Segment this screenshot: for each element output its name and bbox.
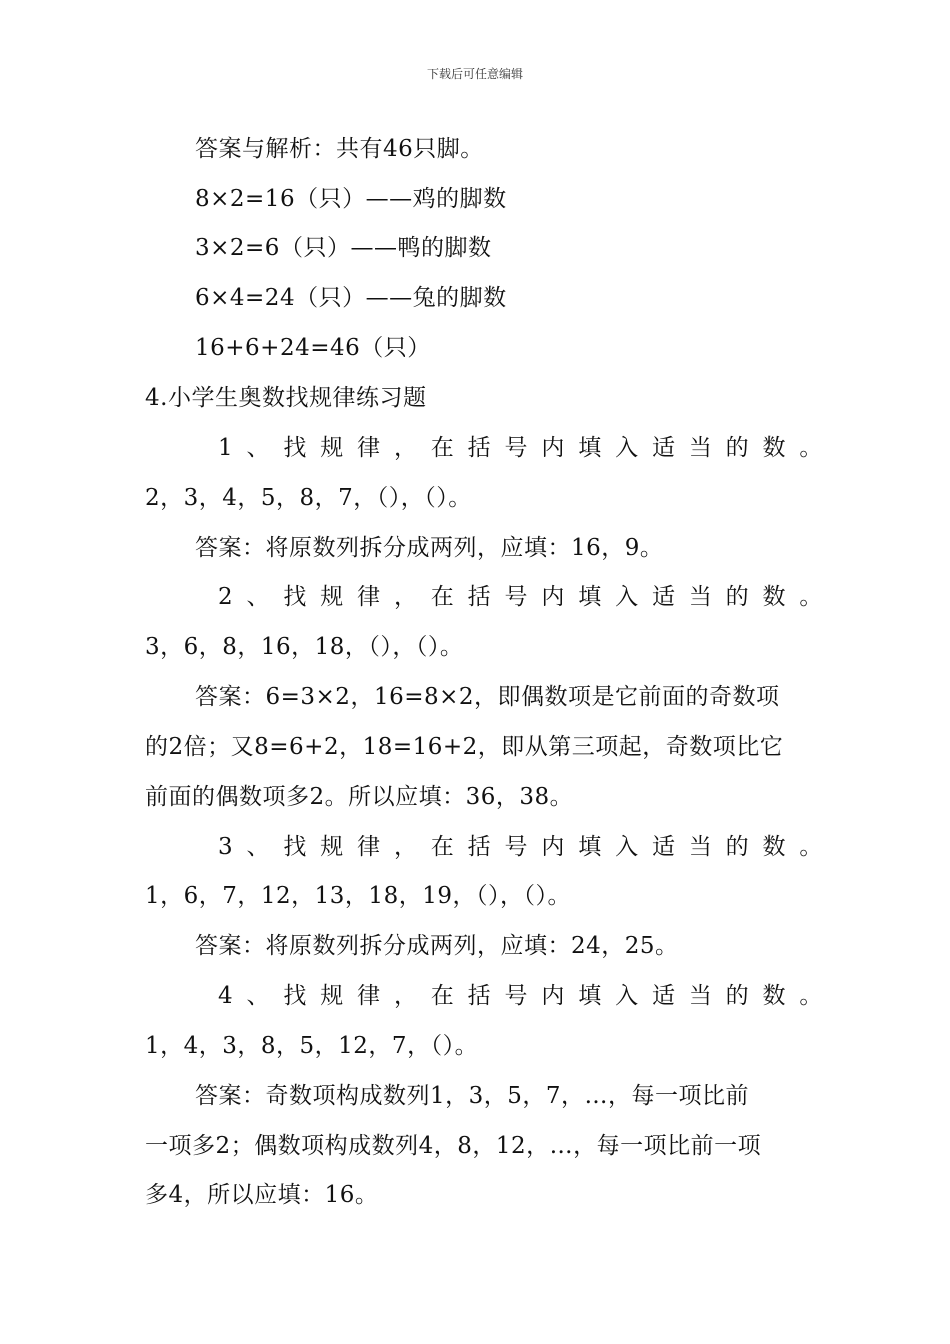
question-char: 规 [320,983,344,1009]
question-2 [218,582,823,612]
question-char: 数 [762,834,787,860]
calc-total: 16+6+24=46（只） [195,335,431,361]
calc-chicken: 8×2=16（只）——鸡的脚数 [195,186,507,212]
section-heading: 4.小学生奥数找规律练习题 [145,385,427,411]
page-header: 下载后可任意编辑 [426,67,523,81]
question-char: 括 [467,435,492,461]
question-char: 。 [799,834,823,860]
question-char: 号 [504,435,529,461]
question-char: 括 [467,983,492,1009]
question-char: 入 [615,983,639,1009]
question-char: 找 [283,834,307,860]
question-char: 在 [430,584,455,610]
answer-2-line-1: 答案：6=3×2，16=8×2，即偶数项是它前面的奇数项 [195,684,780,710]
question-3 [218,832,823,862]
question-char: 律 [357,983,381,1009]
question-char: 。 [799,435,823,461]
question-char: 括 [467,584,492,610]
question-char: 2 [218,584,234,610]
question-char: 在 [430,983,455,1009]
question-char: 号 [504,983,529,1009]
sequence-1: 2，3，4，5，8，7，（），（）。 [145,485,472,511]
question-char: 入 [615,435,639,461]
question-char: 数 [762,983,787,1009]
question-char: 填 [578,435,602,461]
question-char: 、 [246,834,270,860]
question-char: 当 [688,584,713,610]
question-char: 3 [218,834,234,860]
question-char: 、 [246,983,270,1009]
question-char: 在 [430,834,455,860]
question-4 [218,981,823,1011]
question-char: 内 [541,983,565,1009]
question-char: 填 [578,983,602,1009]
question-char: 规 [320,834,344,860]
question-char: 号 [504,584,529,610]
answer-2-line-2: 的2倍；又8=6+2，18=16+2，即从第三项起，奇数项比它 [145,734,784,760]
question-char: 、 [246,584,270,610]
question-char: 律 [357,834,381,860]
question-char: 内 [541,584,565,610]
question-char: 。 [799,983,823,1009]
answer-4-line-3: 多4，所以应填：16。 [145,1182,379,1208]
sequence-4: 1，4，3，8，5，12，7，（）。 [145,1033,479,1059]
question-char: 数 [762,584,787,610]
answer-2-line-3: 前面的偶数项多2。所以应填：36，38。 [145,784,574,810]
question-char: 、 [246,435,270,461]
question-char: 在 [430,435,455,461]
question-char: 规 [320,435,344,461]
sequence-2: 3，6，8，16，18，（），（）。 [145,634,464,660]
question-char: 适 [651,983,676,1009]
answer-4-line-2: 一项多2；偶数项构成数列4，8，12，…，每一项比前一项 [145,1133,762,1159]
question-char: 的 [725,983,750,1009]
question-char: 内 [541,834,565,860]
question-char: 。 [799,584,823,610]
question-char: 律 [357,584,381,610]
question-char: 的 [725,435,750,461]
question-char: 入 [615,584,639,610]
answer-3: 答案：将原数列拆分成两列，应填：24，25。 [195,933,679,959]
question-char: 当 [688,435,713,461]
question-char: 当 [688,983,713,1009]
question-char: 4 [218,983,234,1009]
question-char: 找 [283,435,307,461]
question-char: ， [393,983,418,1009]
sequence-3: 1，6，7，12，13，18，19，（），（）。 [145,883,571,909]
answer-1: 答案：将原数列拆分成两列，应填：16，9。 [195,535,664,561]
question-char: 规 [320,584,344,610]
question-char: 数 [762,435,787,461]
question-char: 找 [283,983,307,1009]
question-char: 的 [725,584,750,610]
question-char: ， [393,584,418,610]
question-char: 律 [357,435,381,461]
question-char: 号 [504,834,529,860]
question-char: 适 [651,584,676,610]
question-1 [218,433,823,463]
question-char: 适 [651,435,676,461]
calc-duck: 3×2=6（只）——鸭的脚数 [195,235,492,261]
answer-intro: 答案与解析：共有46只脚。 [195,136,484,162]
question-char: 入 [615,834,639,860]
question-char: ， [393,834,418,860]
question-char: 找 [283,584,307,610]
answer-4-line-1: 答案：奇数项构成数列1，3，5，7，…，每一项比前 [195,1083,750,1109]
question-char: 的 [725,834,750,860]
question-char: 1 [218,435,234,461]
question-char: 适 [651,834,676,860]
question-char: 内 [541,435,565,461]
question-char: 括 [467,834,492,860]
question-char: ， [393,435,418,461]
calc-rabbit: 6×4=24（只）——兔的脚数 [195,285,507,311]
question-char: 当 [688,834,713,860]
question-char: 填 [578,584,602,610]
question-char: 填 [578,834,602,860]
